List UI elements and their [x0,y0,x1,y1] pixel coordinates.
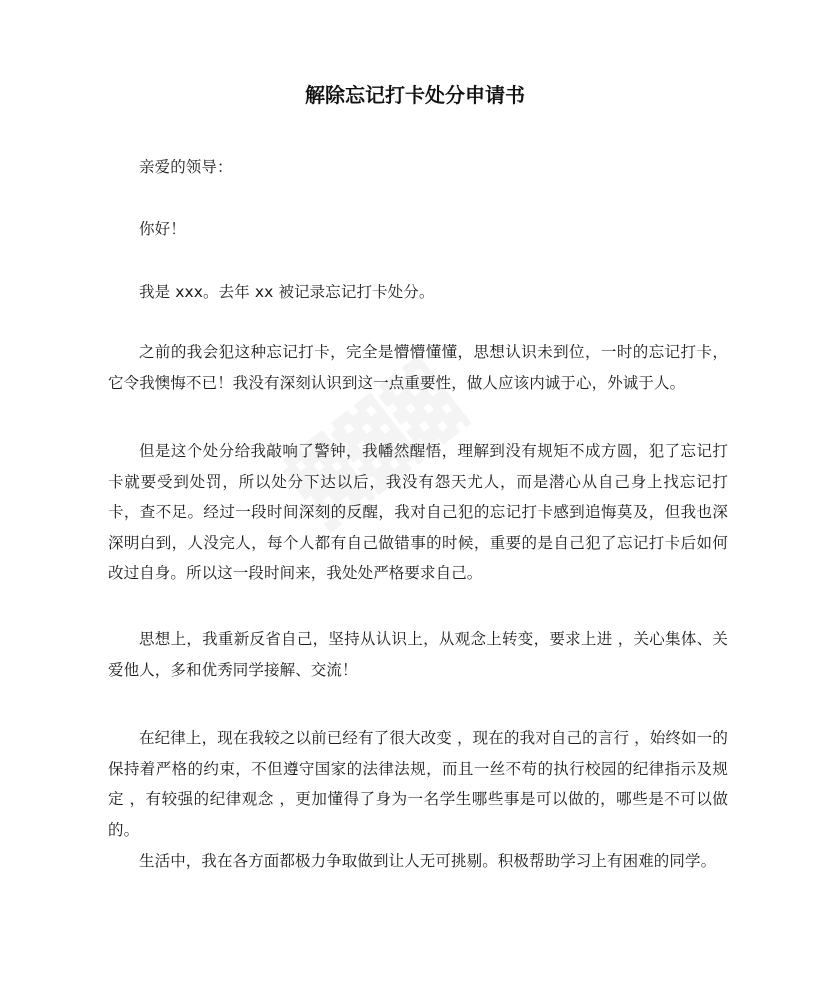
paragraph-intro: 我是 xxx。去年 xx 被记录忘记打卡处分。 [139,283,435,301]
salutation: 亲爱的领导： [139,158,233,176]
paragraph-discipline: 在纪律上，现在我较之以前已经有了很大改变 ，现在的我对自己的言行 ，始终如一的保持着严格的约束，不但遵守国家的法律法规，而且一丝不苟的执行校园的纪律指示及规定 ，有较强的纪律观念 ，更加懂得了身为一名学生哪些事是可以做的，哪些是不可以做的。 [108,729,728,839]
document-title: 解除忘记打卡处分申请书 [305,83,525,107]
paragraph-life: 生活中，我在各方面都极力争取做到让人无可挑剔。积极帮助学习上有困难的同学。 [139,852,717,870]
paragraph-thought: 思想上，我重新反省自己，坚持从认识上，从观念上转变，要求上进 ，关心集体、关爱他人，多和优秀同学接解、交流！ [108,630,728,679]
paragraph-awakening: 但是这个处分给我敲响了警钟，我幡然醒悟，理解到没有规矩不成方圆，犯了忘记打卡就要受到处罚，所以处分下达以后，我没有怨天尤人，而是潜心从自己身上找忘记打卡，查不足。经过一段时间深刻的反醒，我对自己犯的忘记打卡感到追悔莫及，但我也深深明白到，人没完人，每个人都有自己做错事的时候，重要的是自己犯了忘记打卡后如何改过自身。所以这一段时间来，我处处严格要求自己。 [108,442,728,582]
paragraph-reflection: 之前的我会犯这种忘记打卡，完全是懵懵懂懂，思想认识未到位，一时的忘记打卡，它令我懊悔不已！我没有深刻认识到这一点重要性，做人应该内诚于心，外诚于人。 [108,343,728,392]
greeting: 你好！ [139,220,186,238]
